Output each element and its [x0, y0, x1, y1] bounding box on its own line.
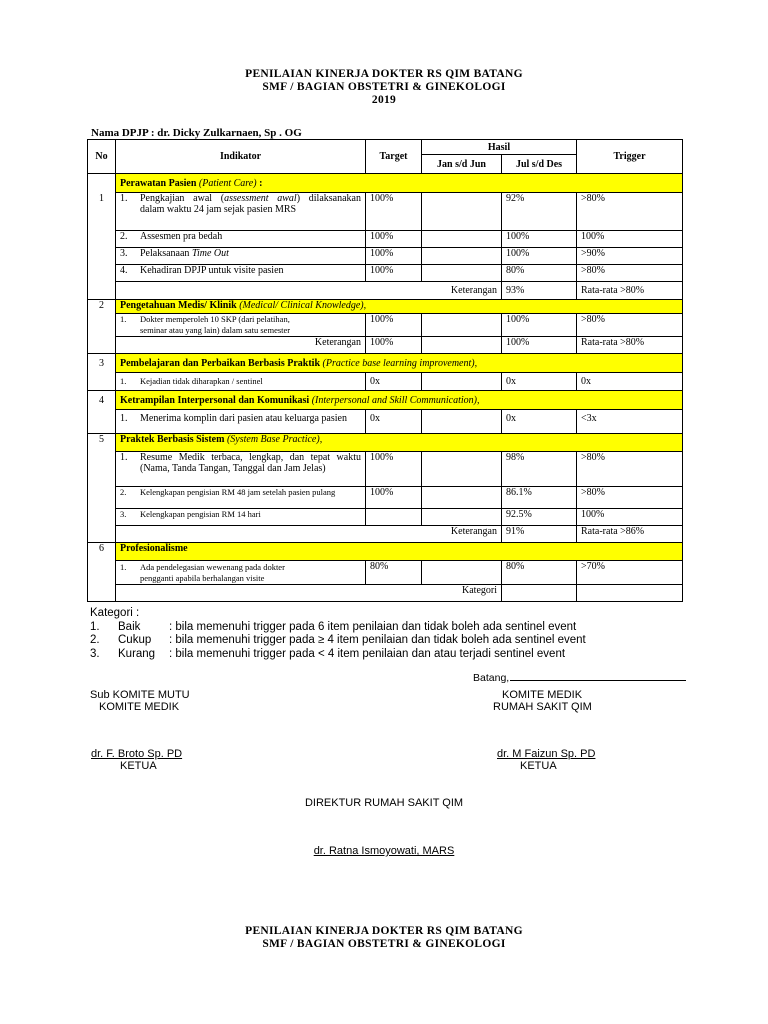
footer-title: PENILAIAN KINERJA DOKTER RS QIM BATANG	[245, 925, 523, 937]
kategori-title: Kategori :	[90, 607, 140, 619]
table-row: 3. Kelengkapan pengisian RM 14 hari 92.5% 100%	[88, 509, 683, 526]
section-title: Pembelajaran dan Perbaikan Berbasis Praktik (Practice base learning improvement),	[116, 354, 683, 373]
section-number: 1	[88, 193, 116, 231]
list-item: 1. Baik : bila memenuhi trigger pada 6 item penilaian dan tidak boleh ada sentinel event	[90, 620, 577, 633]
col-jan: Jan s/d Jun	[422, 155, 502, 174]
header-subtitle: SMF / BAGIAN OBSTETRI & GINEKOLOGI	[262, 81, 506, 93]
list-item: 3. Kurang : bila memenuhi trigger pada < 4 item penilaian dan atau terjadi sentinel event	[90, 647, 566, 660]
header-title: PENILAIAN KINERJA DOKTER RS QIM BATANG	[245, 68, 523, 80]
section-number: 2	[88, 300, 116, 314]
col-target: Target	[366, 140, 422, 174]
section-title: Ketrampilan Interpersonal dan Komunikasi (Interpersonal and Skill Communication),	[116, 391, 683, 410]
keterangan-row: Keterangan 100% 100% Rata-rata >80%	[88, 337, 683, 354]
batang-date: Batang,	[473, 672, 686, 684]
col-hasil: Hasil	[422, 140, 577, 155]
dpjp-name: Nama DPJP : dr. Dicky Zulkarnaen, Sp . OG	[91, 127, 302, 139]
header-year: 2019	[371, 94, 397, 106]
col-no: No	[88, 140, 116, 174]
direktur-name: dr. Ratna Ismoyowati, MARS	[313, 845, 455, 857]
document-footer	[0, 925, 768, 951]
document-header	[0, 68, 768, 107]
table-row: 1. Menerima komplin dari pasien atau keluarga pasien 0x 0x <3x	[88, 410, 683, 434]
section-title: Pengetahuan Medis/ Klinik (Medical/ Clinical Knowledge),	[116, 300, 683, 314]
assessment-table	[87, 139, 683, 602]
keterangan-row: Keterangan 93% Rata-rata >80%	[88, 282, 683, 300]
list-item: 2. Cukup : bila memenuhi trigger pada ≥ 4 item penilaian dan tidak boleh ada sentinel event	[90, 634, 586, 646]
section-title: Praktek Berbasis Sistem (System Base Practice),	[116, 434, 683, 452]
col-trigger: Trigger	[577, 140, 683, 174]
col-jul: Jul s/d Des	[502, 155, 577, 174]
table-row: 1. Kejadian tidak diharapkan / sentinel 0x 0x 0x	[88, 373, 683, 391]
kategori-legend	[90, 607, 586, 661]
section-number: 5	[88, 434, 116, 452]
left-signatory-subtitle: KOMITE MEDIK	[99, 701, 180, 713]
section-number: 6	[88, 543, 116, 561]
table-row: 1. Resume Medik terbaca, lengkap, dan tepat waktu (Nama, Tanda Tangan, Tanggal dan Jam Jelas) 100% 98% >80%	[88, 452, 683, 487]
table-row: 1 1. Pengkajian awal (assessment awal) dilaksanakan dalam waktu 24 jam sejak pasien MRS 100% 92% >80%	[88, 193, 683, 231]
section-title: Perawatan Pasien (Patient Care) :	[116, 174, 683, 193]
right-signatory-subtitle: RUMAH SAKIT QIM	[493, 701, 592, 713]
table-row: 4. Kehadiran DPJP untuk visite pasien 100% 80% >80%	[88, 265, 683, 282]
section-number: 4	[88, 391, 116, 410]
left-signatory-role: KETUA	[120, 760, 157, 772]
table-row: 1. Dokter memperoleh 10 SKP (dari pelatihan, seminar atau yang lain) dalam satu semester 100% 100% >80%	[88, 314, 683, 337]
kategori-row: Kategori	[88, 585, 683, 602]
table-row: 2. Kelengkapan pengisian RM 48 jam setelah pasien pulang 100% 86.1% >80%	[88, 487, 683, 509]
col-indikator: Indikator	[116, 140, 366, 174]
left-signatory-title: Sub KOMITE MUTU	[90, 689, 190, 701]
section-title: Profesionalisme	[116, 543, 683, 561]
table-row: 1. Ada pendelegasian wewenang pada dokter pengganti apabila berhalangan visite 80% 80% >70%	[88, 561, 683, 585]
right-signatory-name: dr. M Faizun Sp. PD	[497, 748, 596, 760]
right-signatory-role: KETUA	[520, 760, 557, 772]
section-number: 3	[88, 354, 116, 373]
table-row: 2. Assesmen pra bedah 100% 100% 100%	[88, 231, 683, 248]
footer-subtitle: SMF / BAGIAN OBSTETRI & GINEKOLOGI	[262, 938, 506, 950]
right-signatory-title: KOMITE MEDIK	[502, 689, 583, 701]
keterangan-row: Keterangan 91% Rata-rata >86%	[88, 526, 683, 543]
direktur-title: DIREKTUR RUMAH SAKIT QIM	[304, 797, 464, 809]
table-row: 3. Pelaksanaan Time Out 100% 100% >90%	[88, 248, 683, 265]
left-signatory-name: dr. F. Broto Sp. PD	[91, 748, 183, 760]
